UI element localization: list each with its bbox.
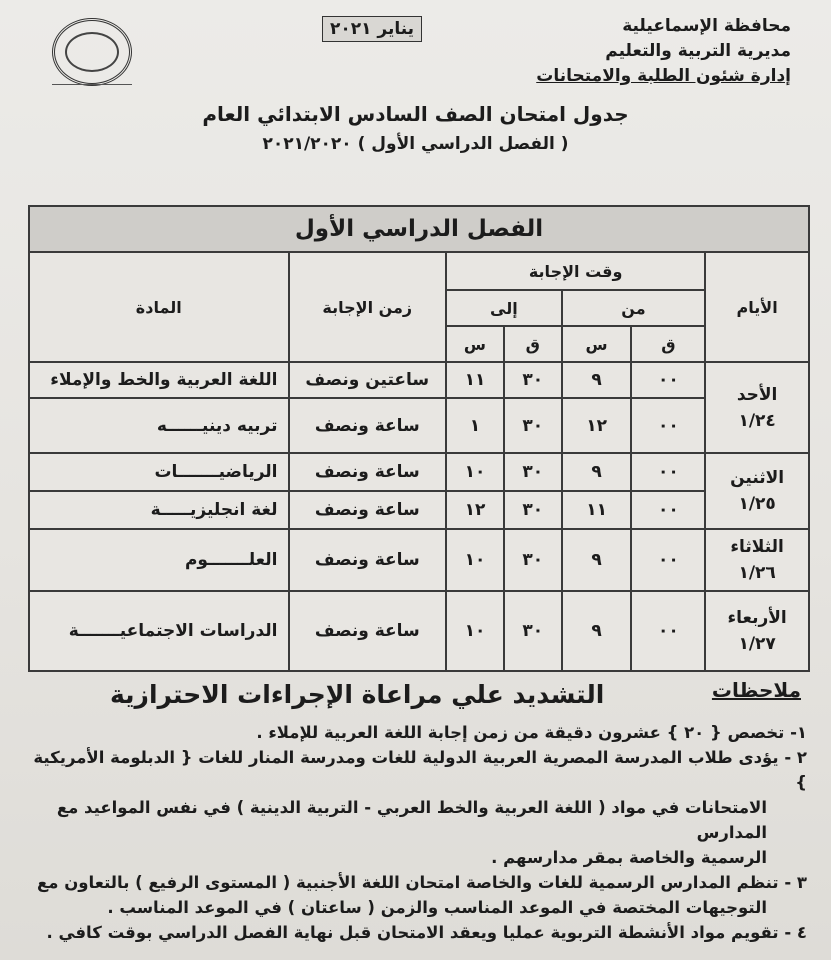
from-minute: ٠٠ [631,398,705,453]
day-name: الأحد [736,384,778,405]
table-row [29,529,809,591]
from-minute: ٠٠ [631,491,705,529]
page-subtitle: ( الفصل الدراسي الأول ) ٢٠٢١/٢٠٢٠ [262,134,569,154]
note-item: ١- تخصص { ٢٠ } عشرون دقيقة من زمن إجابة اللغة العربية للإملاء . [256,723,807,742]
to-hour: ١٠ [446,453,504,491]
days-header: الأيام [705,252,809,362]
from-hour-header: س [562,326,632,362]
department-name: إدارة شئون الطلبة والامتحانات [536,66,791,86]
to-minute: ٣٠ [504,591,562,671]
day-cell [705,591,809,671]
notes-list [17,720,807,945]
day-cell [705,529,809,591]
to-minute-header: ق [504,326,562,362]
duration: ساعة ونصف [289,491,447,529]
directorate-name: مديرية التربية والتعليم [605,41,791,61]
notes-emphasis: التشديد علي مراعاة الإجراءات الاحترازية [110,680,605,709]
subject-header: المادة [29,252,289,362]
from-hour: ٩ [562,453,632,491]
note-item: الرسمية والخاصة بمقر مدارسهم . [491,848,767,867]
note-item: ٤ - تقويم مواد الأنشطة التربوية عمليا ويعقد الامتحان قبل نهاية الفصل الدراسي بوقت كافي . [46,923,807,942]
duration: ساعة ونصف [289,529,447,591]
to-minute: ٣٠ [504,398,562,453]
subject: الدراسات الاجتماعيـــــــة [29,591,289,671]
semester-banner: الفصل الدراسي الأول [29,206,809,252]
duration: ساعة ونصف [289,453,447,491]
to-hour: ١ [446,398,504,453]
note-item: ٢ - يؤدى طلاب المدرسة المصرية العربية الدولية للغات ومدرسة المنار للغات { الدبلومة الأمريكية } [33,748,807,792]
to-hour: ١١ [446,362,504,398]
answer-time-header: وقت الإجابة [446,252,705,290]
governorate-name: محافظة الإسماعيلية [622,16,791,36]
table-row [29,453,809,491]
to-minute: ٣٠ [504,529,562,591]
from-hour: ٩ [562,529,632,591]
exam-schedule-table [28,205,810,672]
subject: لغة انجليزيـــــة [29,491,289,529]
day-date: ١/٢٥ [738,494,776,514]
table-row [29,491,809,529]
from-minute-header: ق [631,326,705,362]
to-hour: ١٠ [446,529,504,591]
from-minute: ٠٠ [631,362,705,398]
day-cell [705,362,809,453]
day-date: ١/٢٤ [738,410,776,431]
from-minute: ٠٠ [631,591,705,671]
day-name: الأربعاء [727,608,787,628]
duration: ساعتين ونصف [289,362,447,398]
to-hour-header: س [446,326,504,362]
subject: تربيه دينيــــــه [29,398,289,453]
day-date: ١/٢٦ [738,563,776,583]
day-cell [705,453,809,529]
official-seal-icon [52,18,132,86]
from-header: من [562,290,706,326]
to-header: إلى [446,290,562,326]
to-hour: ١٢ [446,491,504,529]
note-item: التوجيهات المختصة في الموعد المناسب والزمن ( ساعتان ) في الموعد المناسب . [107,898,767,917]
seal-underline [52,84,132,88]
to-minute: ٣٠ [504,491,562,529]
date-box: يناير ٢٠٢١ [322,16,422,42]
table-row [29,591,809,671]
from-minute: ٠٠ [631,529,705,591]
day-name: الثلاثاء [730,537,784,557]
to-minute: ٣٠ [504,453,562,491]
page-title: جدول امتحان الصف السادس الابتدائي العام [202,102,629,126]
from-minute: ٠٠ [631,453,705,491]
notes-header: ملاحظات [711,678,801,702]
duration-header: زمن الإجابة [289,252,447,362]
to-hour: ١٠ [446,591,504,671]
note-item: ٣ - تنظم المدارس الرسمية للغات والخاصة امتحان اللغة الأجنبية ( المستوى الرفيع ) بالتعاون مع [36,873,807,892]
day-name: الاثنين [730,468,785,488]
duration: ساعة ونصف [289,591,447,671]
subject: العلـــــــوم [29,529,289,591]
to-minute: ٣٠ [504,362,562,398]
day-date: ١/٢٧ [738,634,776,654]
subject: الرياضيـــــــات [29,453,289,491]
table-row [29,362,809,398]
table-row [29,398,809,453]
organization-block [536,14,791,89]
duration: ساعة ونصف [289,398,447,453]
from-hour: ١٢ [562,398,632,453]
from-hour: ١١ [562,491,632,529]
note-item: الامتحانات في مواد ( اللغة العربية والخط العربي - التربية الدينية ) في نفس المواعيد مع المدارس [56,798,767,842]
from-hour: ٩ [562,362,632,398]
subject: اللغة العربية والخط والإملاء [29,362,289,398]
from-hour: ٩ [562,591,632,671]
